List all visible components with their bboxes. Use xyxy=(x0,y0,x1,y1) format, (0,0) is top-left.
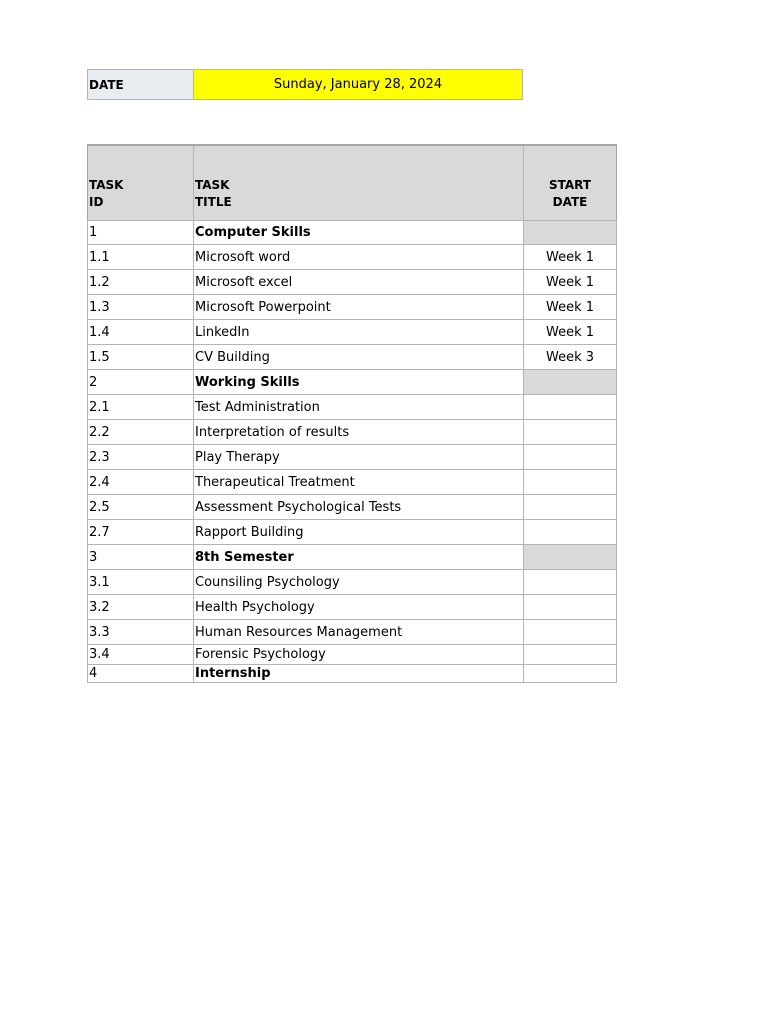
table-row xyxy=(87,645,617,665)
start-date-cell[interactable] xyxy=(524,470,616,494)
task-id-cell[interactable]: 3.2 xyxy=(88,595,194,619)
task-title-cell[interactable]: CV Building xyxy=(194,345,524,369)
start-date-cell[interactable] xyxy=(524,570,616,594)
start-date-cell[interactable]: Week 1 xyxy=(524,320,616,344)
table-header xyxy=(87,144,617,220)
table-row xyxy=(87,470,617,495)
task-title-cell[interactable]: Forensic Psychology xyxy=(194,645,524,664)
task-id-cell[interactable]: 1.4 xyxy=(88,320,194,344)
task-title-cell[interactable]: Play Therapy xyxy=(194,445,524,469)
task-id-cell[interactable]: 2.4 xyxy=(88,470,194,494)
task-title-cell[interactable]: Counsiling Psychology xyxy=(194,570,524,594)
task-title-cell[interactable]: Health Psychology xyxy=(194,595,524,619)
start-date-cell[interactable]: Week 1 xyxy=(524,270,616,294)
task-id-cell[interactable]: 1.1 xyxy=(88,245,194,269)
table-row xyxy=(87,320,617,345)
task-id-cell[interactable]: 1.2 xyxy=(88,270,194,294)
start-date-cell[interactable] xyxy=(524,495,616,519)
task-id-cell[interactable]: 3 xyxy=(88,545,194,569)
start-date-cell[interactable]: Week 3 xyxy=(524,345,616,369)
table-row xyxy=(87,570,617,595)
task-id-cell[interactable]: 3.1 xyxy=(88,570,194,594)
task-id-cell[interactable]: 2.1 xyxy=(88,395,194,419)
table-row xyxy=(87,520,617,545)
task-id-cell[interactable]: 2.7 xyxy=(88,520,194,544)
task-id-cell[interactable]: 4 xyxy=(88,665,194,682)
table-row-section xyxy=(87,370,617,395)
table-row xyxy=(87,270,617,295)
table-row xyxy=(87,245,617,270)
task-id-cell[interactable]: 2.3 xyxy=(88,445,194,469)
task-title-cell[interactable]: LinkedIn xyxy=(194,320,524,344)
task-id-cell[interactable]: 2 xyxy=(88,370,194,394)
task-table xyxy=(87,144,617,683)
task-id-cell[interactable]: 2.5 xyxy=(88,495,194,519)
start-date-cell[interactable]: Week 1 xyxy=(524,245,616,269)
table-row xyxy=(87,345,617,370)
start-date-cell[interactable]: Week 1 xyxy=(524,295,616,319)
header-start-date: START DATE xyxy=(548,178,592,209)
table-row xyxy=(87,495,617,520)
task-title-cell[interactable]: Therapeutical Treatment xyxy=(194,470,524,494)
task-title-cell[interactable]: 8th Semester xyxy=(194,545,524,569)
start-date-cell[interactable] xyxy=(524,620,616,644)
task-title-cell[interactable]: Rapport Building xyxy=(194,520,524,544)
task-id-cell[interactable]: 1.3 xyxy=(88,295,194,319)
date-block xyxy=(87,69,523,100)
start-date-cell[interactable] xyxy=(524,595,616,619)
task-id-cell[interactable]: 1.5 xyxy=(88,345,194,369)
start-date-cell[interactable] xyxy=(524,445,616,469)
task-id-cell[interactable]: 3.4 xyxy=(88,645,194,664)
table-row xyxy=(87,445,617,470)
task-title-cell[interactable]: Microsoft excel xyxy=(194,270,524,294)
task-id-cell[interactable]: 2.2 xyxy=(88,420,194,444)
table-row-section xyxy=(87,220,617,245)
table-row xyxy=(87,295,617,320)
table-row xyxy=(87,620,617,645)
start-date-cell[interactable] xyxy=(524,395,616,419)
header-task-id: TASK ID xyxy=(88,146,194,220)
start-date-cell[interactable] xyxy=(524,520,616,544)
date-label: DATE xyxy=(88,70,194,99)
start-date-cell[interactable] xyxy=(524,665,616,682)
task-title-cell[interactable]: Computer Skills xyxy=(194,221,524,244)
table-row-section xyxy=(87,665,617,683)
date-value[interactable]: Sunday, January 28, 2024 xyxy=(194,70,522,99)
start-date-cell[interactable] xyxy=(524,221,616,244)
task-title-cell[interactable]: Assessment Psychological Tests xyxy=(194,495,524,519)
task-title-cell[interactable]: Test Administration xyxy=(194,395,524,419)
task-title-cell[interactable]: Microsoft Powerpoint xyxy=(194,295,524,319)
start-date-cell[interactable] xyxy=(524,370,616,394)
table-row-section xyxy=(87,545,617,570)
table-row xyxy=(87,595,617,620)
task-id-cell[interactable]: 3.3 xyxy=(88,620,194,644)
table-row xyxy=(87,420,617,445)
task-id-cell[interactable]: 1 xyxy=(88,221,194,244)
task-title-cell[interactable]: Internship xyxy=(194,665,524,682)
start-date-cell[interactable] xyxy=(524,645,616,664)
start-date-cell[interactable] xyxy=(524,545,616,569)
header-task-title: TASK TITLE xyxy=(194,146,524,220)
task-title-cell[interactable]: Working Skills xyxy=(194,370,524,394)
table-row xyxy=(87,395,617,420)
task-title-cell[interactable]: Interpretation of results xyxy=(194,420,524,444)
task-title-cell[interactable]: Human Resources Management xyxy=(194,620,524,644)
start-date-cell[interactable] xyxy=(524,420,616,444)
task-title-cell[interactable]: Microsoft word xyxy=(194,245,524,269)
